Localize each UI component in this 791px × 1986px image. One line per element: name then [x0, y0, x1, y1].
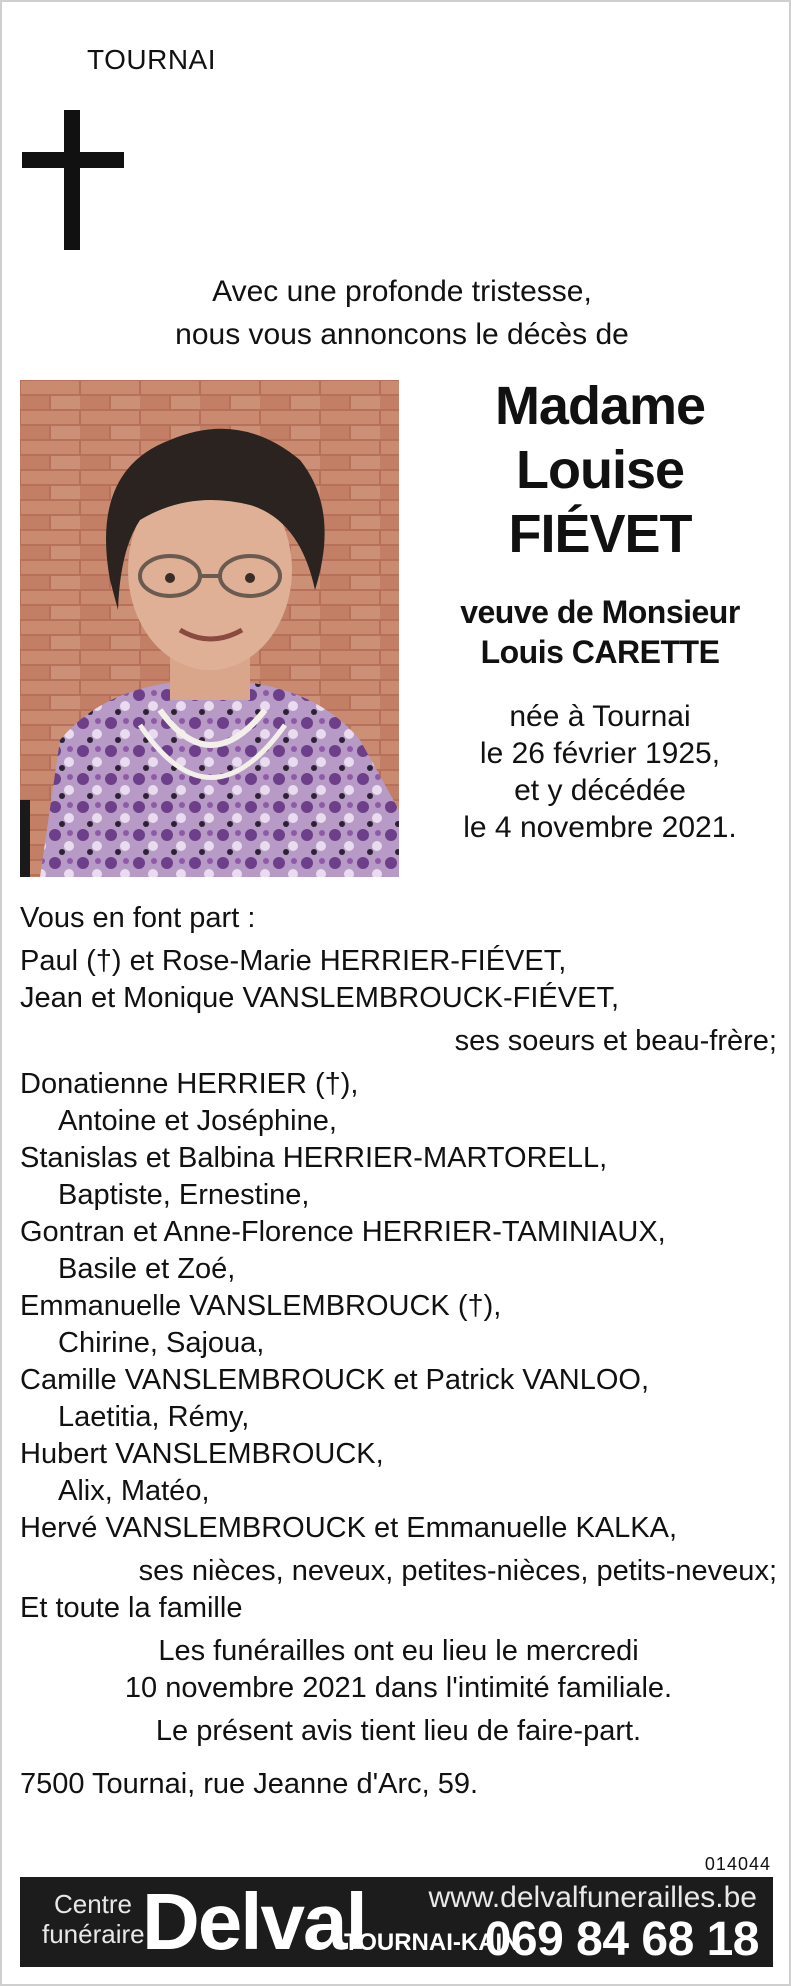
birth-death-info — [432, 698, 768, 846]
centre-funeraire-label — [42, 1889, 145, 1949]
niece-child-line: Laetitia, Rémy, — [58, 1401, 250, 1433]
deceased-last-name: FIÉVET — [508, 504, 692, 564]
niece-child-line: Basile et Zoé, — [58, 1253, 236, 1285]
funeral-home-banner — [20, 1877, 773, 1967]
deceased-details — [432, 374, 768, 846]
niece-line: Donatienne HERRIER (†), — [20, 1068, 359, 1100]
funeral-home-url[interactable]: www.delvalfunerailles.be — [428, 1881, 757, 1914]
family-address: 7500 Tournai, rue Jeanne d'Arc, 59. — [20, 1768, 479, 1800]
portrait-illustration — [20, 380, 399, 877]
niece-child-line: Baptiste, Ernestine, — [58, 1179, 310, 1211]
centre-line-2: funéraire — [42, 1919, 145, 1949]
funeral-home-phone[interactable]: 069 84 68 18 — [484, 1913, 759, 1966]
sibling-line: Jean et Monique VANSLEMBROUCK-FIÉVET, — [20, 982, 620, 1014]
niece-line: Stanislas et Balbina HERRIER-MARTORELL, — [20, 1142, 608, 1174]
niece-line: Emmanuelle VANSLEMBROUCK (†), — [20, 1290, 502, 1322]
death-line-2: le 4 novembre 2021. — [463, 811, 737, 844]
widow-line-1: veuve de Monsieur — [460, 594, 740, 630]
intro-line-1: Avec une profonde tristesse, — [212, 275, 592, 308]
funeral-home-logo: Delval — [142, 1877, 366, 1966]
family-closing: Et toute la famille — [20, 1592, 243, 1624]
sibling-line: Paul (†) et Rose-Marie HERRIER-FIÉVET, — [20, 945, 567, 977]
niece-line: Hubert VANSLEMBROUCK, — [20, 1438, 384, 1470]
deceased-first-name: Louise — [515, 440, 685, 500]
location-label: TOURNAI — [87, 44, 216, 75]
funeral-home-city: TOURNAI-KAIN — [344, 1929, 520, 1956]
niece-child-line: Alix, Matéo, — [58, 1475, 210, 1507]
centre-line-1: Centre — [53, 1889, 132, 1919]
cross-icon — [22, 110, 124, 250]
funeral-line-2: 10 novembre 2021 dans l'intimité familiale. — [124, 1672, 673, 1704]
intro-line-2: nous vous annoncons le décès de — [175, 318, 629, 351]
faire-part-notice: Le présent avis tient lieu de faire-part. — [155, 1715, 642, 1747]
niece-line: Hervé VANSLEMBROUCK et Emmanuelle KALKA, — [20, 1512, 678, 1544]
portrait-photo — [20, 380, 399, 877]
siblings-relation: ses soeurs et beau-frère; — [454, 1025, 777, 1057]
family-announcement — [20, 900, 777, 1803]
nieces-relation: ses nièces, neveux, petites-nièces, petits-neveux; — [138, 1555, 777, 1587]
deceased-title: Madame — [494, 376, 706, 436]
niece-child-line: Antoine et Joséphine, — [58, 1105, 337, 1137]
family-intro: Vous en font part : — [20, 902, 256, 934]
spouse-info — [432, 592, 768, 672]
reference-number: 014044 — [704, 1854, 771, 1874]
birth-line-2: le 26 février 1925, — [479, 737, 721, 770]
funeral-line-1: Les funérailles ont eu lieu le mercredi — [158, 1635, 639, 1667]
intro-text — [102, 270, 702, 356]
widow-line-2: Louis CARETTE — [480, 634, 720, 670]
death-line-1: et y décédée — [514, 774, 686, 807]
birth-line-1: née à Tournai — [509, 700, 691, 733]
niece-child-line: Chirine, Sajoua, — [58, 1327, 265, 1359]
niece-line: Camille VANSLEMBROUCK et Patrick VANLOO, — [20, 1364, 650, 1396]
niece-line: Gontran et Anne-Florence HERRIER-TAMINIAUX, — [20, 1216, 666, 1248]
